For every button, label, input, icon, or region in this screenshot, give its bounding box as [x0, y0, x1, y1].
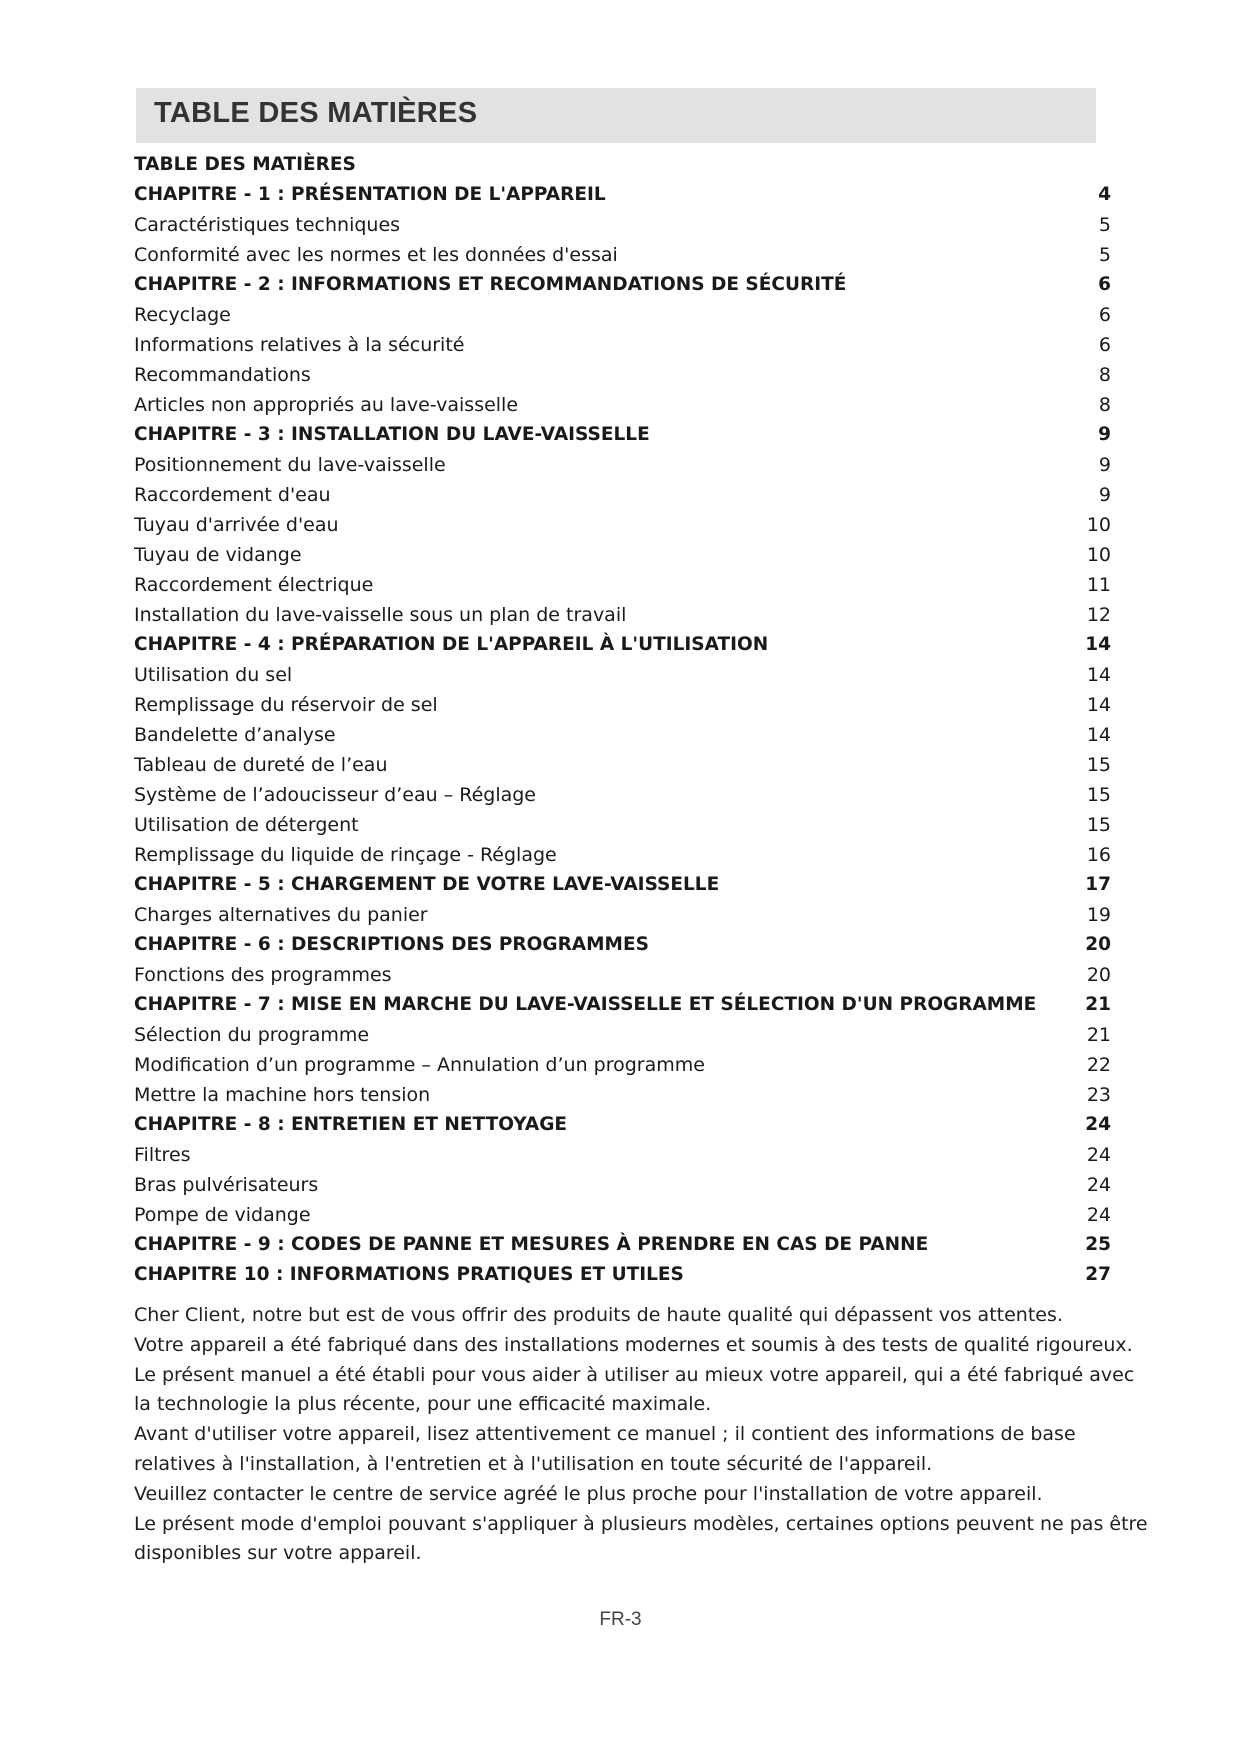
toc-entry-label: CHAPITRE - 6 : DESCRIPTIONS DES PROGRAMMES: [134, 934, 649, 955]
toc-chapter-row: [134, 930, 1111, 960]
toc-section-row: [134, 810, 1111, 840]
toc-section-row: [134, 570, 1111, 600]
toc-entry-page: 5: [1098, 214, 1111, 236]
toc-chapter-row: [134, 870, 1111, 900]
intro-paragraph: Le présent mode d'emploi pouvant s'appliquer à plusieurs modèles, certaines options peuvent ne pas être disponibles sur votre appareil.: [134, 1512, 1148, 1565]
toc-entry-label: Filtres: [134, 1144, 191, 1166]
toc-section-row: [134, 210, 1111, 240]
toc-section-row: [134, 900, 1111, 930]
intro-paragraph: Avant d'utiliser votre appareil, lisez attentivement ce manuel ; il contient des informations de base relatives à l'installation, à l'entretien et à l'utilisation en toute sécurité de l'appareil.: [134, 1423, 1076, 1475]
toc-heading-row: [134, 150, 1111, 180]
toc-entry-page: 5: [1098, 244, 1111, 266]
toc-chapter-row: [134, 1230, 1111, 1260]
intro-text: [134, 1301, 1154, 1569]
toc-entry-page: 25: [1085, 1234, 1111, 1255]
toc-entry-label: CHAPITRE - 7 : MISE EN MARCHE DU LAVE-VAISSELLE ET SÉLECTION D'UN PROGRAMME: [134, 994, 1037, 1015]
toc-entry-label: Mettre la machine hors tension: [134, 1084, 431, 1106]
toc-entry-page: 22: [1086, 1054, 1111, 1076]
toc-entry-page: 8: [1098, 394, 1111, 416]
toc-section-row: [134, 960, 1111, 990]
toc-entry-page: 24: [1085, 1114, 1111, 1135]
toc-entry-page: 4: [1098, 184, 1111, 205]
toc-entry-page: 24: [1086, 1174, 1111, 1196]
toc-section-row: [134, 1020, 1111, 1050]
toc-entry-label: Bras pulvérisateurs: [134, 1174, 319, 1196]
toc-section-row: [134, 690, 1111, 720]
toc-entry-page: 24: [1086, 1144, 1111, 1166]
toc-section-row: [134, 600, 1111, 630]
toc-entry-label: Articles non appropriés au lave-vaisselle: [134, 394, 519, 416]
toc-entry-label: Utilisation de détergent: [134, 814, 359, 836]
section-title: TABLE DES MATIÈRES: [154, 97, 478, 129]
toc-entry-label: CHAPITRE - 8 : ENTRETIEN ET NETTOYAGE: [134, 1114, 568, 1135]
toc-section-row: [134, 1200, 1111, 1230]
toc-section-row: [134, 540, 1111, 570]
toc-entry-label: Tuyau de vidange: [134, 544, 302, 566]
toc-chapter-row: [134, 270, 1111, 300]
intro-paragraph: Cher Client, notre but est de vous offrir des produits de haute qualité qui dépassent vos attentes.: [134, 1304, 1063, 1326]
toc-entries: [134, 180, 1111, 1290]
toc-entry-label: Recyclage: [134, 304, 231, 326]
toc-section-row: [134, 660, 1111, 690]
toc-entry-page: 14: [1085, 634, 1111, 655]
toc-entry-label: Caractéristiques techniques: [134, 214, 401, 236]
toc-section-row: [134, 330, 1111, 360]
toc-entry-page: 12: [1086, 604, 1111, 626]
toc-entry-page: 10: [1086, 544, 1111, 566]
toc-chapter-row: [134, 1260, 1111, 1290]
toc-entry-label: CHAPITRE - 3 : INSTALLATION DU LAVE-VAISSELLE: [134, 424, 650, 445]
toc-entry-page: 20: [1086, 964, 1111, 986]
intro-paragraph: Veuillez contacter le centre de service agréé le plus proche pour l'installation de votre appareil.: [134, 1482, 1043, 1505]
toc-entry-page: 6: [1098, 274, 1111, 295]
toc-section-row: [134, 840, 1111, 870]
toc-section-row: [134, 780, 1111, 810]
toc-entry-page: 24: [1086, 1204, 1111, 1226]
toc-entry-label: CHAPITRE - 2 : INFORMATIONS ET RECOMMANDATIONS DE SÉCURITÉ: [134, 274, 847, 295]
table-of-contents: [134, 150, 1111, 1290]
toc-section-row: [134, 480, 1111, 510]
toc-entry-page: 17: [1085, 874, 1111, 895]
toc-entry-page: 9: [1098, 424, 1111, 445]
toc-entry-label: CHAPITRE - 9 : CODES DE PANNE ET MESURES À PRENDRE EN CAS DE PANNE: [134, 1234, 929, 1255]
toc-entry-page: 23: [1086, 1084, 1111, 1106]
toc-entry-label: Bandelette d’analyse: [134, 724, 336, 746]
toc-section-row: [134, 240, 1111, 270]
toc-entry-page: 21: [1085, 994, 1111, 1015]
toc-entry-label: Positionnement du lave-vaisselle: [134, 454, 446, 476]
toc-chapter-row: [134, 1110, 1111, 1140]
toc-entry-page: 21: [1086, 1024, 1111, 1046]
toc-entry-page: 6: [1098, 334, 1111, 356]
toc-entry-label: CHAPITRE 10 : INFORMATIONS PRATIQUES ET UTILES: [134, 1264, 684, 1285]
toc-entry-label: Sélection du programme: [134, 1024, 370, 1046]
toc-entry-label: Raccordement électrique: [134, 574, 374, 596]
toc-entry-label: Remplissage du liquide de rinçage - Réglage: [134, 844, 557, 866]
toc-entry-label: Charges alternatives du panier: [134, 904, 428, 926]
toc-entry-label: Système de l’adoucisseur d’eau – Réglage: [134, 784, 536, 806]
toc-entry-label: Pompe de vidange: [134, 1204, 311, 1226]
toc-section-row: [134, 450, 1111, 480]
toc-entry-label: Conformité avec les normes et les données d'essai: [134, 244, 618, 266]
toc-entry-page: 14: [1086, 724, 1111, 746]
toc-section-row: [134, 1140, 1111, 1170]
toc-entry-label: Fonctions des programmes: [134, 964, 392, 986]
toc-entry-label: Informations relatives à la sécurité: [134, 334, 465, 356]
toc-entry-page: 11: [1086, 574, 1111, 596]
intro-paragraph: Le présent manuel a été établi pour vous aider à utiliser au mieux votre appareil, qui a été fabriqué avec la technologie la plus récente, pour une efficacité maximale.: [134, 1363, 1135, 1416]
toc-section-row: [134, 300, 1111, 330]
toc-entry-page: 15: [1086, 814, 1111, 836]
toc-entry-page: 9: [1098, 484, 1111, 506]
toc-entry-label: Tuyau d'arrivée d'eau: [134, 514, 339, 536]
toc-heading: TABLE DES MATIÈRES: [134, 154, 356, 175]
toc-entry-page: 9: [1098, 454, 1111, 476]
toc-section-row: [134, 1050, 1111, 1080]
toc-section-row: [134, 390, 1111, 420]
toc-entry-page: 19: [1086, 904, 1111, 926]
toc-section-row: [134, 1170, 1111, 1200]
toc-entry-page: 10: [1086, 514, 1111, 536]
toc-entry-label: Modification d’un programme – Annulation d’un programme: [134, 1054, 705, 1076]
toc-section-row: [134, 360, 1111, 390]
toc-entry-label: Remplissage du réservoir de sel: [134, 694, 438, 716]
toc-entry-label: CHAPITRE - 5 : CHARGEMENT DE VOTRE LAVE-VAISSELLE: [134, 874, 720, 895]
toc-entry-page: 14: [1086, 664, 1111, 686]
toc-section-row: [134, 750, 1111, 780]
toc-chapter-row: [134, 630, 1111, 660]
toc-entry-page: 8: [1098, 364, 1111, 386]
toc-entry-page: 27: [1085, 1264, 1111, 1285]
toc-entry-page: 20: [1085, 934, 1111, 955]
toc-chapter-row: [134, 420, 1111, 450]
toc-entry-label: Raccordement d'eau: [134, 484, 331, 506]
section-header-band: [136, 88, 1096, 143]
toc-chapter-row: [134, 990, 1111, 1020]
toc-section-row: [134, 510, 1111, 540]
toc-entry-page: 15: [1086, 784, 1111, 806]
toc-chapter-row: [134, 180, 1111, 210]
toc-entry-label: Installation du lave-vaisselle sous un plan de travail: [134, 604, 627, 626]
toc-entry-page: 16: [1086, 844, 1111, 866]
toc-entry-page: 6: [1098, 304, 1111, 326]
toc-entry-label: Utilisation du sel: [134, 664, 293, 686]
page-number: FR-3: [599, 1609, 642, 1630]
toc-entry-label: CHAPITRE - 1 : PRÉSENTATION DE L'APPAREIL: [134, 184, 606, 205]
toc-section-row: [134, 1080, 1111, 1110]
toc-entry-label: Tableau de dureté de l’eau: [134, 754, 388, 776]
toc-entry-page: 15: [1086, 754, 1111, 776]
intro-paragraph: Votre appareil a été fabriqué dans des installations modernes et soumis à des tests de qualité rigoureux.: [134, 1333, 1133, 1356]
toc-section-row: [134, 720, 1111, 750]
toc-entry-label: Recommandations: [134, 364, 311, 386]
toc-entry-label: CHAPITRE - 4 : PRÉPARATION DE L'APPAREIL À L'UTILISATION: [134, 634, 769, 655]
toc-entry-page: 14: [1086, 694, 1111, 716]
